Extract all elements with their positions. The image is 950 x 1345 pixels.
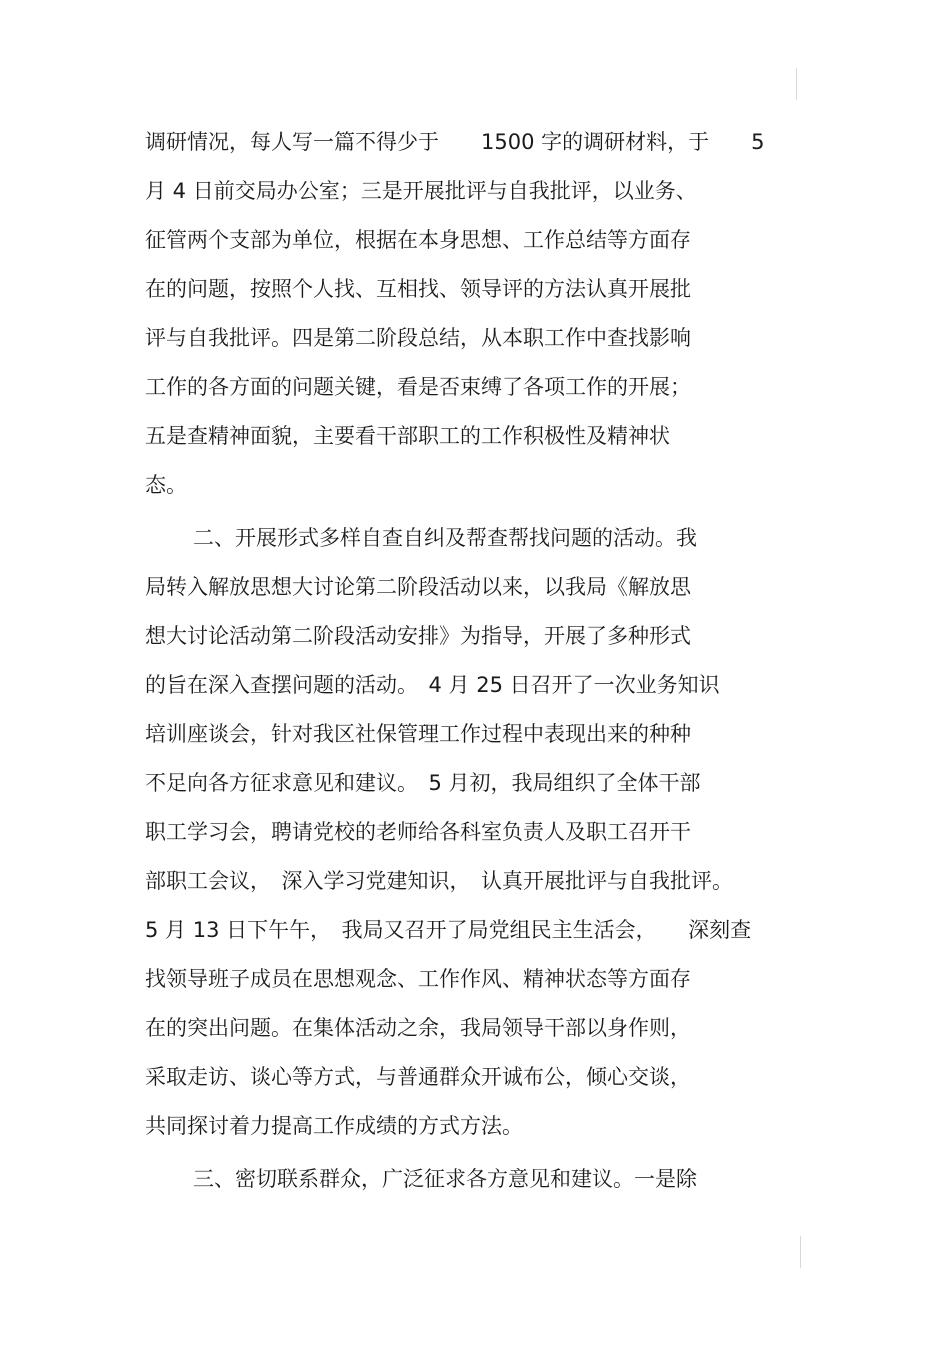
text-line: 不足向各方征求意见和建议。 5 月初，我局组织了全体干部 bbox=[145, 771, 701, 795]
text-line: 态。 bbox=[145, 473, 187, 497]
text-line: 想大讨论活动第二阶段活动安排》为指导，开展了多种形式 bbox=[145, 624, 691, 648]
text-line: 局转入解放思想大讨论第二阶段活动以来，以我局《解放思 bbox=[145, 575, 691, 599]
document-body bbox=[145, 118, 845, 1204]
text-line: 部职工会议， 深入学习党建知识， 认真开展批评与自我批评。 bbox=[145, 869, 733, 893]
text-line: 职工学习会，聘请党校的老师给各科室负责人及职工召开干 bbox=[145, 820, 691, 844]
text-line: 征管两个支部为单位，根据在本身思想、工作总结等方面存 bbox=[145, 228, 691, 252]
text-line: 采取走访、谈心等方式，与普通群众开诚布公，倾心交谈， bbox=[145, 1065, 691, 1089]
text-line: 5 月 13 日下午午， 我局又召开了局党组民主生活会， 深刻查 bbox=[145, 918, 752, 942]
text-line: 在的问题，按照个人找、互相找、领导评的方法认真开展批 bbox=[145, 277, 691, 301]
page-corner-mark-top bbox=[796, 68, 797, 100]
paragraph-start-line: 三、密切联系群众，广泛征求各方意见和建议。一是除 bbox=[193, 1167, 697, 1191]
text-line: 调研情况，每人写一篇不得少于 1500 字的调研材料，于 5 bbox=[145, 130, 765, 154]
text-line: 五是查精神面貌，主要看干部职工的工作积极性及精神状 bbox=[145, 424, 670, 448]
paragraph-start-line: 二、开展形式多样自查自纠及帮查帮找问题的活动。我 bbox=[193, 526, 697, 550]
text-line: 共同探讨着力提高工作成绩的方式方法。 bbox=[145, 1114, 523, 1138]
text-line: 评与自我批评。四是第二阶段总结，从本职工作中查找影响 bbox=[145, 326, 691, 350]
page-corner-mark-bottom bbox=[800, 1236, 801, 1268]
text-line: 的旨在深入查摆问题的活动。 4 月 25 日召开了一次业务知识 bbox=[145, 673, 720, 697]
text-line: 工作的各方面的问题关键，看是否束缚了各项工作的开展； bbox=[145, 375, 691, 399]
text-line: 月 4 日前交局办公室；三是开展批评与自我批评，以业务、 bbox=[145, 179, 697, 203]
text-line: 在的突出问题。在集体活动之余，我局领导干部以身作则， bbox=[145, 1016, 691, 1040]
text-line: 培训座谈会，针对我区社保管理工作过程中表现出来的种种 bbox=[145, 722, 691, 746]
text-line: 找领导班子成员在思想观念、工作作风、精神状态等方面存 bbox=[145, 967, 691, 991]
